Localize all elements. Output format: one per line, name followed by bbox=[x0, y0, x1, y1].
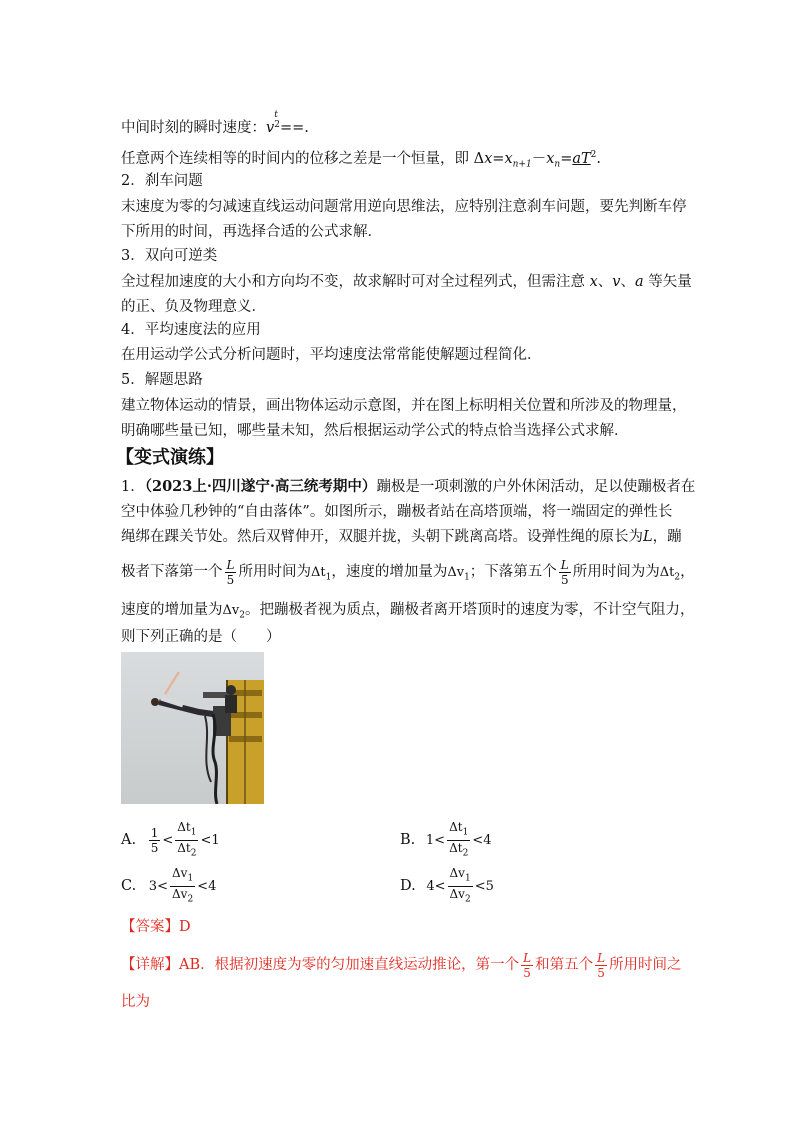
fraction-ratio: $\frac{\Delta v_1}{\Delta v_2}$ bbox=[449, 866, 471, 904]
explanation-line-1 bbox=[121, 945, 682, 985]
bound: 5 bbox=[485, 879, 494, 894]
text: 全过程加速度的大小和方向均不变，故求解时可对全过程列式，但需注意 bbox=[121, 274, 590, 290]
section-5-para-2: 明确哪些量已知，哪些量未知，然后根据运动学公式的特点恰当选择公式求解． bbox=[121, 423, 629, 439]
answer-label: 【答案】 bbox=[121, 919, 179, 935]
mid-time-velocity-line bbox=[121, 110, 309, 138]
text: 所用时间为为 bbox=[572, 564, 660, 580]
option-label: D. bbox=[400, 878, 416, 894]
question-line-3 bbox=[121, 527, 682, 547]
text: AB．根据初速度为零的匀加速直线运动推论，第一个 bbox=[179, 957, 520, 973]
a-symbol: a bbox=[635, 274, 644, 290]
less-than: < bbox=[434, 879, 446, 894]
delta-t2: $\Delta t_2$ bbox=[659, 565, 681, 583]
fraction-L-over-5: $\frac{L}{5}$ bbox=[226, 557, 235, 587]
text: 任意两个连续相等的时间内的位移之差是一个恒量，即 Δ bbox=[121, 150, 485, 167]
section-2-para-1: 末速度为零的匀减速直线运动问题常用逆向思维法，应特别注意刹车问题，要先判断车停 bbox=[121, 199, 687, 215]
option-d[interactable] bbox=[400, 866, 494, 907]
question-line-6: 则下列正确的是（ ） bbox=[121, 629, 281, 645]
bound: 3 bbox=[148, 879, 158, 894]
text: ；下落第五个 bbox=[469, 564, 557, 580]
bound: 4 bbox=[483, 833, 492, 848]
section-4-title: 4．平均速度法的应用 bbox=[121, 322, 261, 338]
fraction-ratio: $\frac{\Delta t_1}{\Delta t_2}$ bbox=[449, 820, 469, 858]
fraction-L-over-5: $\frac{L}{5}$ bbox=[523, 950, 532, 980]
question-number: 1． bbox=[121, 479, 145, 495]
text: ， bbox=[680, 564, 695, 580]
bound: 1 bbox=[211, 833, 220, 848]
separator: 、 bbox=[597, 274, 613, 290]
x-symbol: x bbox=[546, 150, 555, 167]
superscript: 2 bbox=[590, 150, 597, 160]
section-4-para-1: 在用运动学公式分析问题时，平均速度法常常能使解题过程简化． bbox=[121, 347, 542, 363]
delta-t1: $\Delta t_1$ bbox=[310, 565, 332, 583]
text: 蹦极是一项刺激的户外休闲活动，足以使蹦极者在 bbox=[376, 479, 696, 495]
less-than: < bbox=[162, 833, 174, 848]
option-a[interactable] bbox=[121, 820, 220, 861]
text: 速度的增加量为 bbox=[121, 602, 223, 618]
fraction-ratio: $\frac{\Delta v_1}{\Delta v_2}$ bbox=[171, 866, 194, 904]
section-3-para-2: 的正、负及物理意义． bbox=[121, 299, 266, 315]
bungee-jump-photo-icon bbox=[121, 652, 264, 804]
text: ，速度的增加量为 bbox=[331, 564, 448, 580]
fraction-one-fifth: $\frac{1}{5}$ bbox=[150, 825, 159, 855]
less-than: < bbox=[474, 879, 486, 894]
answer-value: D bbox=[179, 919, 191, 935]
explanation-label: 【详解】 bbox=[121, 957, 179, 973]
question-line-4 bbox=[121, 552, 695, 598]
text: 。把蹦极者视为质点，蹦极者离开塔顶时的速度为零，不计空气阻力， bbox=[244, 602, 695, 618]
question-line-2: 空中体验几秒钟的“自由落体”。如图所示，蹦极者站在高塔顶端，将一端固定的弹性长 bbox=[121, 504, 673, 520]
separator: 、 bbox=[620, 274, 635, 290]
option-label: B. bbox=[400, 832, 416, 848]
aT-symbol: aT bbox=[572, 150, 591, 167]
section-3-title: 3．双向可逆类 bbox=[121, 248, 218, 264]
text: 所用时间为 bbox=[238, 564, 311, 580]
explanation-line-2: 比为 bbox=[121, 994, 150, 1010]
fraction-L-over-5: $\frac{L}{5}$ bbox=[560, 557, 569, 587]
bound: 4 bbox=[426, 879, 435, 894]
less-than: < bbox=[200, 833, 212, 848]
delta-v1: $\Delta v_1$ bbox=[447, 565, 470, 583]
section-5-para-1: 建立物体运动的情景，画出物体运动示意图，并在图上标明相关位置和所涉及的物理量， bbox=[121, 398, 687, 414]
x-symbol: x bbox=[504, 150, 513, 167]
v-symbol: v bbox=[266, 120, 275, 136]
equals: = bbox=[560, 150, 573, 167]
text: 中间时刻的瞬时速度： bbox=[121, 120, 266, 136]
section-2-title: 2．刹车问题 bbox=[121, 173, 203, 189]
less-than: < bbox=[434, 833, 446, 848]
less-than: < bbox=[197, 879, 209, 894]
question-line-5 bbox=[121, 600, 694, 626]
option-label: A. bbox=[121, 832, 137, 848]
less-than: < bbox=[157, 879, 168, 894]
section-2-para-2: 下所用的时间，再选择合适的公式求解． bbox=[121, 224, 382, 240]
subscript: n+1 bbox=[512, 159, 532, 170]
answer-line bbox=[121, 917, 191, 937]
text: ==. bbox=[279, 120, 309, 136]
text: 等矢量 bbox=[643, 274, 692, 290]
period: . bbox=[596, 150, 602, 167]
text: 所用时间之 bbox=[609, 957, 682, 973]
minus: － bbox=[531, 150, 547, 167]
question-source: （2023上·四川遂宁·高三统考期中） bbox=[144, 478, 377, 495]
v-symbol: v bbox=[612, 274, 621, 290]
x-symbol: x bbox=[484, 150, 493, 167]
text: 和第五个 bbox=[535, 957, 594, 973]
delta-v2: $\Delta v_2$ bbox=[222, 603, 245, 621]
equals: = bbox=[492, 150, 505, 167]
fraction-L-over-5: $\frac{L}{5}$ bbox=[597, 950, 606, 980]
t-over-2: t 2 bbox=[274, 110, 280, 130]
text: 绳绑在踝关节处。然后双臂伸开，双腿并拢，头朝下跳离高塔。设弹性绳的原长为 bbox=[121, 529, 643, 545]
text: ，蹦 bbox=[652, 529, 682, 545]
bound: 4 bbox=[208, 879, 217, 894]
less-than: < bbox=[472, 833, 484, 848]
text: 极者下落第一个 bbox=[121, 564, 223, 580]
subscript: n bbox=[554, 159, 561, 170]
section-5-title: 5．解题思路 bbox=[121, 372, 203, 388]
question-line-1 bbox=[121, 477, 695, 497]
fraction-ratio: $\frac{\Delta t_1}{\Delta t_2}$ bbox=[177, 820, 197, 858]
section-3-para-1 bbox=[121, 272, 692, 292]
option-c[interactable] bbox=[121, 866, 216, 907]
option-label: C. bbox=[121, 878, 137, 894]
option-b[interactable] bbox=[400, 820, 491, 861]
bound: 1 bbox=[425, 833, 435, 848]
x-symbol: x bbox=[589, 274, 598, 290]
L-symbol: L bbox=[643, 529, 653, 545]
practice-heading: 【变式演练】 bbox=[116, 447, 224, 468]
